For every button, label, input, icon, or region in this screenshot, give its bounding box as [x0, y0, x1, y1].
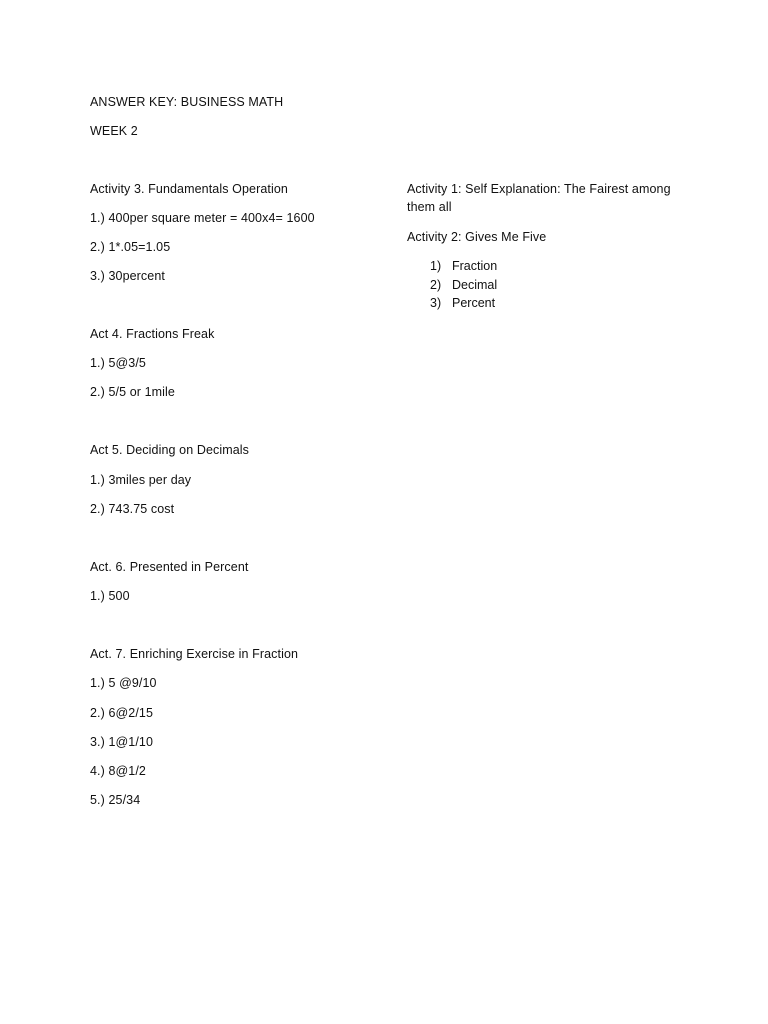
list-item-number: 3)	[430, 296, 442, 311]
act4-answer-1: 1.) 5@3/5	[90, 356, 146, 370]
list-item-number: 2)	[430, 277, 442, 292]
act2-answer-list	[430, 257, 497, 313]
list-item	[430, 257, 497, 276]
act6-heading: Act. 6. Presented in Percent	[90, 560, 249, 574]
list-item	[430, 294, 497, 313]
act7-answer-1: 1.) 5 @9/10	[90, 676, 157, 690]
act5-answer-1: 1.) 3miles per day	[90, 473, 192, 487]
act3-answer-2: 2.) 1*.05=1.05	[90, 240, 171, 254]
act7-answer-2: 2.) 6@2/15	[90, 706, 154, 720]
act7-answer-4: 4.) 8@1/2	[90, 764, 146, 778]
act5-heading: Act 5. Deciding on Decimals	[90, 443, 250, 457]
act7-answer-3: 3.) 1@1/10	[90, 735, 154, 749]
act7-answer-5: 5.) 25/34	[90, 793, 141, 807]
act3-answer-3: 3.) 30percent	[90, 269, 165, 283]
document-title: ANSWER KEY: BUSINESS MATH	[90, 95, 284, 109]
act2-heading: Activity 2: Gives Me Five	[407, 230, 547, 244]
act5-answer-2: 2.) 743.75 cost	[90, 502, 175, 516]
list-item-text: Percent	[452, 296, 496, 311]
act3-heading: Activity 3. Fundamentals Operation	[90, 182, 288, 196]
list-item-text: Decimal	[452, 277, 498, 292]
week-label: WEEK 2	[90, 124, 138, 138]
act6-answer-1: 1.) 500	[90, 589, 130, 603]
act4-answer-2: 2.) 5/5 or 1mile	[90, 385, 175, 399]
list-item	[430, 276, 497, 295]
act3-answer-1: 1.) 400per square meter = 400x4= 1600	[90, 211, 315, 225]
act7-heading: Act. 7. Enriching Exercise in Fraction	[90, 647, 299, 661]
list-item-number: 1)	[430, 259, 442, 273]
act4-heading: Act 4. Fractions Freak	[90, 327, 215, 341]
act1-heading: Activity 1: Self Explanation: The Fairest among them all	[407, 182, 671, 214]
list-item-text: Fraction	[452, 259, 498, 273]
